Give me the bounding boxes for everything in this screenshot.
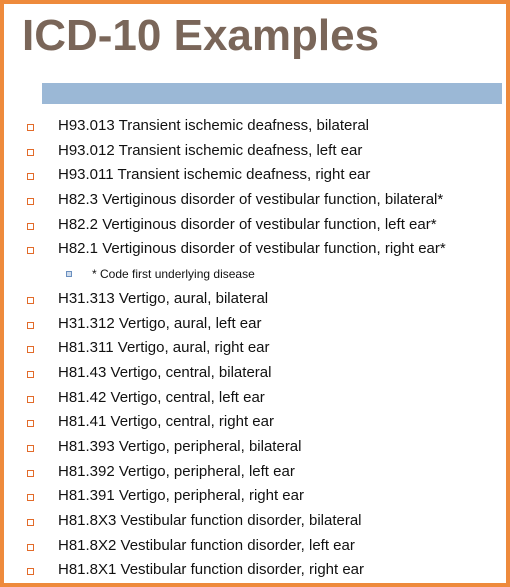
list-item-text: H82.2 Vertiginous disorder of vestibular function, left ear* — [58, 215, 437, 233]
slide-title: ICD-10 Examples — [22, 11, 380, 60]
list-subitem-text: * Code first underlying disease — [92, 267, 255, 282]
list-item — [4, 510, 510, 535]
square-bullet-icon — [27, 396, 34, 403]
bullet-list — [4, 115, 510, 584]
list-item-text: H81.41 Vertigo, central, right ear — [58, 413, 274, 431]
square-bullet-icon — [27, 371, 34, 378]
square-bullet-icon — [27, 247, 34, 254]
list-item-text: H82.1 Vertiginous disorder of vestibular function, right ear* — [58, 240, 446, 258]
square-bullet-icon — [27, 198, 34, 205]
list-item-text: H81.42 Vertigo, central, left ear — [58, 388, 265, 406]
list-item-text: H31.312 Vertigo, aural, left ear — [58, 314, 262, 332]
list-item-text: H82.3 Vertiginous disorder of vestibular function, bilateral* — [58, 191, 444, 209]
list-item-text: H81.43 Vertigo, central, bilateral — [58, 363, 272, 381]
list-item — [4, 362, 510, 387]
list-item — [4, 238, 510, 263]
list-item — [4, 115, 510, 140]
list-item-text: H81.392 Vertigo, peripheral, left ear — [58, 462, 295, 480]
square-bullet-icon — [27, 124, 34, 131]
list-item — [4, 387, 510, 412]
list-item — [4, 164, 510, 189]
list-item — [4, 313, 510, 338]
list-item-text: H81.8X1 Vestibular function disorder, right ear — [58, 561, 365, 579]
list-item-text: H81.391 Vertigo, peripheral, right ear — [58, 487, 304, 505]
square-bullet-icon — [27, 568, 34, 575]
square-bullet-icon — [27, 470, 34, 477]
list-item-text: H93.012 Transient ischemic deafness, left ear — [58, 141, 363, 159]
list-item-text: H81.8X3 Vestibular function disorder, bilateral — [58, 512, 362, 529]
title-underline-bar — [42, 83, 502, 104]
list-item — [4, 436, 510, 461]
square-bullet-icon — [27, 297, 34, 304]
list-subitem — [4, 263, 510, 288]
list-item — [4, 411, 510, 436]
list-item — [4, 461, 510, 486]
list-item — [4, 485, 510, 510]
list-item — [4, 189, 510, 214]
square-bullet-icon — [27, 322, 34, 329]
list-item — [4, 535, 510, 560]
list-item-text: H93.011 Transient ischemic deafness, right ear — [58, 166, 371, 184]
list-item-text: H81.311 Vertigo, aural, right ear — [58, 339, 270, 357]
list-item-text: H93.013 Transient ischemic deafness, bilateral — [58, 117, 370, 134]
square-bullet-icon — [27, 223, 34, 230]
square-bullet-icon — [27, 544, 34, 551]
square-bullet-icon — [27, 173, 34, 180]
square-bullet-icon — [27, 149, 34, 156]
list-item-text: H81.393 Vertigo, peripheral, bilateral — [58, 437, 302, 455]
square-bullet-icon — [27, 519, 34, 526]
square-bullet-icon — [27, 346, 34, 353]
list-item — [4, 140, 510, 165]
square-bullet-icon — [27, 445, 34, 452]
square-bullet-icon — [27, 494, 34, 501]
list-item — [4, 288, 510, 313]
list-item-text: H31.313 Vertigo, aural, bilateral — [58, 289, 269, 307]
square-bullet-icon — [27, 420, 34, 427]
square-sub-bullet-icon — [66, 271, 72, 277]
list-item — [4, 559, 510, 584]
list-item — [4, 214, 510, 239]
list-item-text: H81.8X2 Vestibular function disorder, left ear — [58, 536, 355, 554]
list-item — [4, 337, 510, 362]
